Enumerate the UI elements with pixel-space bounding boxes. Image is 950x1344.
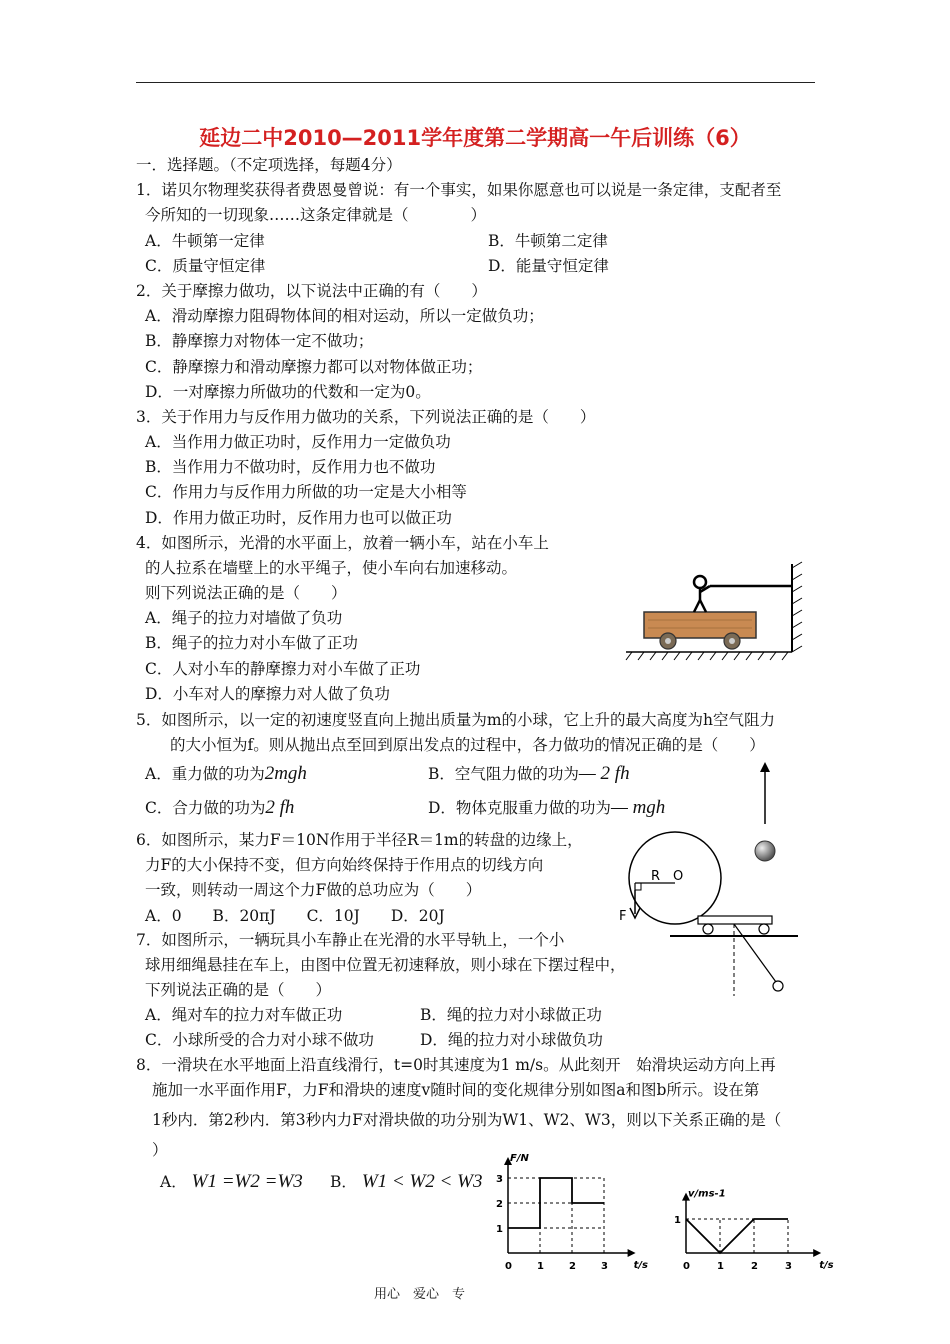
- ground-hatching: [626, 652, 788, 660]
- force-chart-x-tick-label: 0: [505, 1261, 512, 1272]
- q7-option-b: B．绳的拉力对小球做正功: [420, 1006, 602, 1024]
- section-heading: 一．选择题。（不定项选择，每题4分）: [136, 156, 402, 174]
- q7-stem-line3: 下列说法正确的是（ ）: [145, 981, 332, 999]
- velocity-chart-series-line: [686, 1219, 788, 1253]
- cart-body: [644, 612, 756, 638]
- velocity-chart-x-label: t/s: [819, 1260, 834, 1271]
- q8-option-b-math: W1 < W2 < W3: [361, 1171, 483, 1192]
- label-r: R: [651, 869, 661, 884]
- force-chart-x-tick-label: 2: [569, 1261, 576, 1272]
- q1-option-a: A．牛顿第一定律: [145, 232, 265, 250]
- q1-option-c: C．质量守恒定律: [145, 257, 266, 275]
- q5-option-a-text: A．重力做的功为: [145, 765, 265, 783]
- q6-stem-line1: 6．如图所示，某力F＝10N作用于半径R＝1m的转盘的边缘上，: [136, 831, 583, 849]
- q5-option-b-text: B．空气阻力做的功为: [428, 765, 579, 783]
- q2-option-d: D．一对摩擦力所做功的代数和一定为0。: [145, 383, 431, 401]
- q7-stem-line1: 7．如图所示，一辆玩具小车静止在光滑的水平导轨上，一个小: [136, 931, 565, 949]
- q4-stem-line3: 则下列说法正确的是（ ）: [145, 584, 347, 602]
- q2-option-b: B．静摩擦力对物体一定不做功；: [145, 332, 374, 350]
- q8-stem-line4: ）: [152, 1141, 168, 1159]
- label-o: O: [673, 869, 684, 884]
- q4-option-c: C．人对小车的静摩擦力对小车做了正功: [145, 660, 421, 678]
- q8-option-a-label: A．: [160, 1173, 187, 1191]
- q5-ball-figure: [745, 758, 785, 868]
- q3-option-c: C．作用力与反作用力所做的功一定是大小相等: [145, 483, 467, 501]
- velocity-chart-x-arrow-icon: [813, 1249, 821, 1257]
- q5-option-d-math: — mgh: [610, 797, 666, 818]
- force-chart-y-tick-label: 3: [496, 1174, 503, 1185]
- q1-option-b: B．牛顿第二定律: [488, 232, 608, 250]
- force-time-chart: [478, 1148, 653, 1276]
- q5-option-a: [145, 764, 307, 784]
- q5-option-c: [145, 798, 294, 818]
- q7-option-d: D．绳的拉力对小球做负功: [420, 1031, 603, 1049]
- q1-stem-line2: 今所知的一切现象……这条定律就是（ ）: [145, 206, 487, 224]
- q3-option-b: B．当作用力不做功时，反作用力也不做功: [145, 458, 436, 476]
- q7-pendulum-figure: [668, 908, 803, 998]
- q2-stem: 2．关于摩擦力做功，以下说法中正确的有（ ）: [136, 282, 487, 300]
- velocity-chart-x-tick-label: 0: [683, 1261, 690, 1272]
- q8-stem-line3: 1秒内．第2秒内．第3秒内力F对滑块做的功分别为W1、W2、W3，则以下关系正确的是（: [152, 1111, 782, 1129]
- q5-stem-line2: 的大小恒为f。则从抛出点至回到原出发点的过程中，各力做功的情况正确的是（ ）: [170, 736, 765, 754]
- q7-option-c: C．小球所受的合力对小球不做功: [145, 1031, 374, 1049]
- q4-option-b: B．绳子的拉力对小车做了正功: [145, 634, 358, 652]
- q1-option-d: D．能量守恒定律: [488, 257, 609, 275]
- q3-stem: 3．关于作用力与反作用力做功的关系，下列说法正确的是（ ）: [136, 408, 596, 426]
- toy-car-wheel-right: [759, 924, 769, 934]
- q2-option-a: A．滑动摩擦力阻碍物体间的相对运动，所以一定做负功；: [145, 307, 544, 325]
- q1-stem-line1: 1．诺贝尔物理奖获得者费恩曼曾说：有一个事实，如果你愿意也可以说是一条定律，支配者至: [136, 181, 782, 199]
- page-title: 延边二中2010—2011学年度第二学期高一午后训练（6）: [199, 126, 751, 150]
- header-rule: [136, 82, 815, 83]
- velocity-chart-x-tick-label: 3: [785, 1261, 792, 1272]
- q8-stem-line1: 8．一滑块在水平地面上沿直线滑行，t=0时其速度为1 m/s。从此刻开 始滑块运动方向上再: [136, 1056, 776, 1074]
- page-footer: 用心 爱心 专: [374, 1287, 466, 1302]
- q5-option-c-text: C．合力做的功为: [145, 799, 266, 817]
- q5-option-c-math: 2 fh: [265, 797, 295, 818]
- q4-stem-line2: 的人拉系在墙壁上的水平绳子，使小车向右加速移动。: [145, 559, 518, 577]
- force-chart-x-tick-label: 1: [537, 1261, 544, 1272]
- q5-stem-line1: 5．如图所示，以一定的初速度竖直向上抛出质量为m的小球，它上升的最大高度为h空气阻力: [136, 711, 776, 729]
- velocity-time-chart: [668, 1148, 834, 1276]
- toy-car-wheel-left: [703, 924, 713, 934]
- q8-option-a: [160, 1172, 303, 1192]
- q6-stem-line3: 一致，则转动一周这个力F做的总功应为（ ）: [145, 881, 482, 899]
- q8-option-b-label: B．: [330, 1173, 357, 1191]
- stick-person: [694, 576, 710, 612]
- force-chart-x-arrow-icon: [628, 1249, 636, 1257]
- q3-option-d: D．作用力做正功时，反作用力也可以做正功: [145, 509, 452, 527]
- q6-stem-line2: 力F的大小保持不变，但方向始终保持于作用点的切线方向: [145, 856, 544, 874]
- velocity-chart-y-tick-label: 1: [674, 1215, 681, 1226]
- q5-option-d: [428, 798, 665, 818]
- q4-stem-line1: 4．如图所示，光滑的水平面上，放着一辆小车，站在小车上: [136, 534, 549, 552]
- force-chart-y-label: F/N: [510, 1153, 529, 1164]
- q7-stem-line2: 球用细绳悬挂在车上，由图中位置无初速释放，则小球在下摆过程中，: [145, 956, 626, 974]
- wall-hatching: [792, 562, 802, 652]
- q4-option-d: D．小车对人的摩擦力对人做了负功: [145, 685, 390, 703]
- velocity-chart-x-tick-label: 1: [717, 1261, 724, 1272]
- toy-car-body: [698, 916, 772, 924]
- q2-option-c: C．静摩擦力和滑动摩擦力都可以对物体做正功；: [145, 358, 483, 376]
- right-angle-marker: [635, 883, 641, 890]
- q5-option-b-math: — 2 fh: [578, 763, 630, 784]
- q4-option-a: A．绳子的拉力对墙做了负功: [145, 609, 343, 627]
- q5-option-b: [428, 764, 630, 784]
- velocity-chart-y-label: v/ms-1: [688, 1188, 726, 1200]
- q8-option-a-math: W1 =W2 =W3: [191, 1171, 303, 1192]
- force-chart-x-tick-label: 3: [601, 1261, 608, 1272]
- label-f: F: [619, 909, 627, 924]
- string: [734, 924, 776, 982]
- force-chart-y-tick-label: 2: [496, 1199, 503, 1210]
- force-chart-x-label: t/s: [633, 1260, 648, 1271]
- q5-option-a-math: 2mgh: [264, 763, 307, 784]
- q8-option-b: [330, 1172, 482, 1192]
- q8-stem-line2: 施加一水平面作用F，力F和滑块的速度v随时间的变化规律分别如图a和图b所示。设在第: [152, 1081, 760, 1099]
- pendulum-ball: [773, 981, 783, 991]
- arrow-up-icon: [760, 762, 770, 772]
- q6-options: A．0 B．20πJ C．10J D．20J: [145, 907, 445, 925]
- ball: [755, 841, 775, 861]
- q3-option-a: A．当作用力做正功时，反作用力一定做负功: [145, 433, 451, 451]
- q5-option-d-text: D．物体克服重力做的功为: [428, 799, 611, 817]
- q7-option-a: A．绳对车的拉力对车做正功: [145, 1006, 343, 1024]
- force-chart-y-tick-label: 1: [496, 1224, 503, 1235]
- velocity-chart-x-tick-label: 2: [751, 1261, 758, 1272]
- q4-cart-figure: [624, 560, 814, 665]
